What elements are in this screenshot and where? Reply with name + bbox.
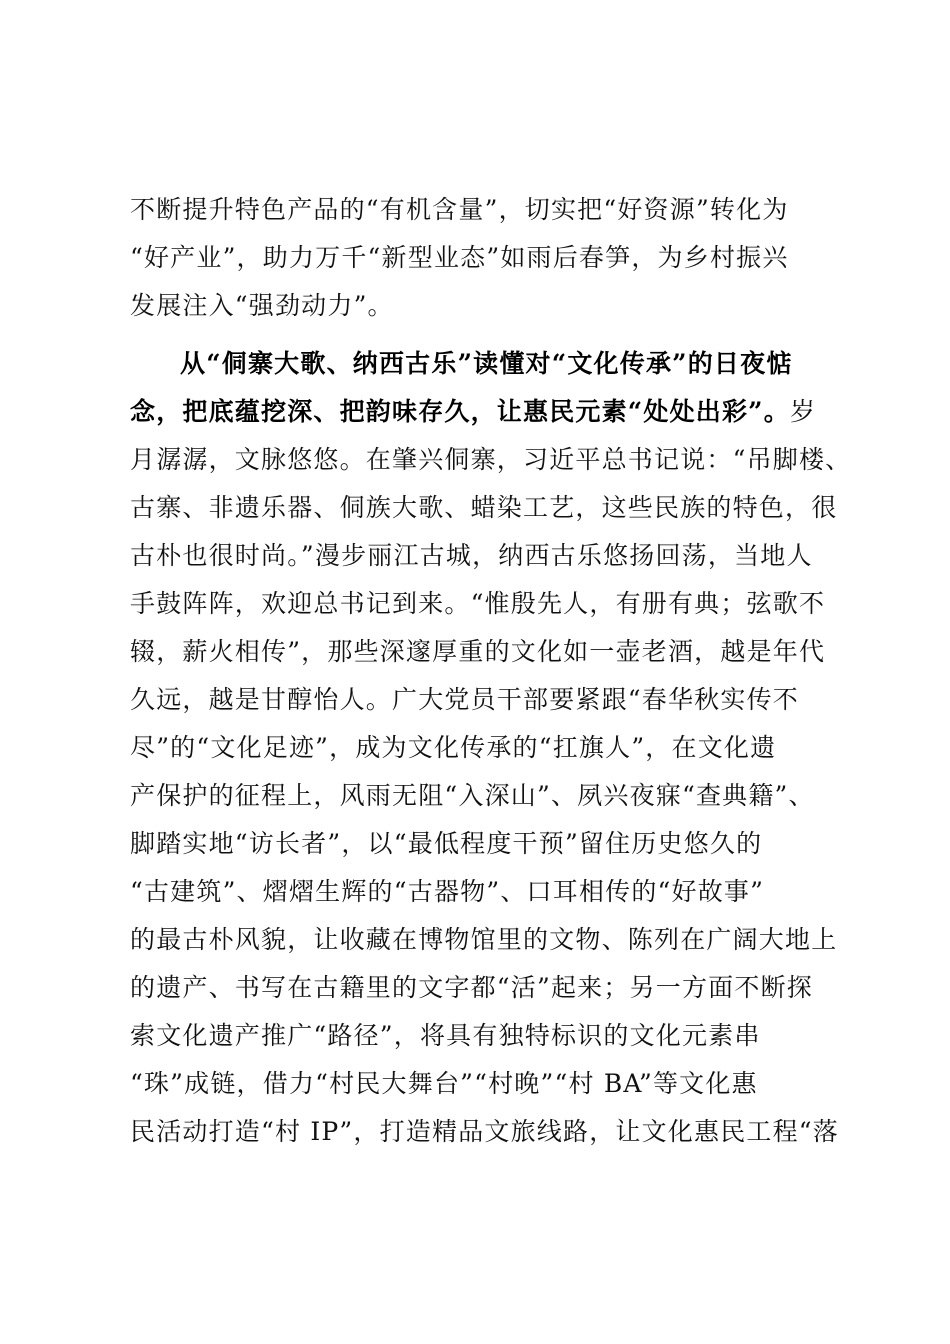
paragraph-2-line: 久远，越是甘醇怡人。广大党员干部要紧跟“春华秋实传不 bbox=[130, 685, 799, 714]
paragraph-2-heading-line-1: 从“侗寨大歌、纳西古乐”读懂对“文化传承”的日夜惦 bbox=[180, 349, 793, 378]
paragraph-2-line: “古建筑”、熠熠生辉的“古器物”、口耳相传的“好故事” bbox=[130, 877, 765, 906]
paragraph-2-line: 民活动打造“村 IP”，打造精品文旅线路，让文化惠民工程“落 bbox=[130, 1117, 839, 1146]
paragraph-2-line: 尽”的“文化足迹”，成为文化传承的“扛旗人”，在文化遗 bbox=[130, 733, 777, 762]
document-body bbox=[130, 186, 850, 1156]
paragraph-2-line: 的遗产、书写在古籍里的文字都“活”起来；另一方面不断探 bbox=[130, 973, 813, 1002]
paragraph-2-heading-line-2: 念，把底蕴挖深、把韵味存久，让惠民元素“处处出彩”。 bbox=[130, 397, 790, 426]
paragraph-2-line-2 bbox=[130, 388, 850, 436]
paragraph-2-line: 月潺潺，文脉悠悠。在肇兴侗寨，习近平总书记说：“吊脚楼、 bbox=[130, 445, 852, 474]
paragraph-2-line: 辍，薪火相传”，那些深邃厚重的文化如一壶老酒，越是年代 bbox=[130, 637, 826, 666]
paragraph-2-line: 索文化遗产推广“路径”，将具有独特标识的文化元素串 bbox=[130, 1021, 761, 1050]
paragraph-2-line: 手鼓阵阵，欢迎总书记到来。“惟殷先人，有册有典；弦歌不 bbox=[130, 589, 826, 618]
paragraph-1-line-3: 发展注入“强劲动力”。 bbox=[130, 291, 394, 320]
paragraph-2-line: 脚踏实地“访长者”，以“最低程度干预”留住历史悠久的 bbox=[130, 829, 763, 858]
paragraph-1-line-1: 不断提升特色产品的“有机含量”，切实把“好资源”转化为 bbox=[130, 195, 789, 224]
paragraph-1 bbox=[130, 186, 850, 330]
paragraph-gap bbox=[130, 330, 850, 340]
paragraph-2-line-2-rest: 岁 bbox=[789, 397, 817, 426]
paragraph-2-line: 古朴也很时尚。”漫步丽江古城，纳西古乐悠扬回荡，当地人 bbox=[130, 541, 813, 570]
paragraph-1-line-2: “好产业”，助力万千“新型业态”如雨后春笋，为乡村振兴 bbox=[130, 243, 789, 272]
paragraph-2-line: 产保护的征程上，风雨无阻“入深山”、夙兴夜寐“查典籍”、 bbox=[130, 781, 815, 810]
paragraph-2 bbox=[130, 340, 850, 1156]
paragraph-2-line: 的最古朴风貌，让收藏在博物馆里的文物、陈列在广阔大地上 bbox=[130, 925, 838, 954]
paragraph-2-line: 古寨、非遗乐器、侗族大歌、蜡染工艺，这些民族的特色，很 bbox=[130, 493, 838, 522]
paragraph-2-line: “珠”成链，借力“村民大舞台”“村晚”“村 BA”等文化惠 bbox=[130, 1069, 758, 1098]
